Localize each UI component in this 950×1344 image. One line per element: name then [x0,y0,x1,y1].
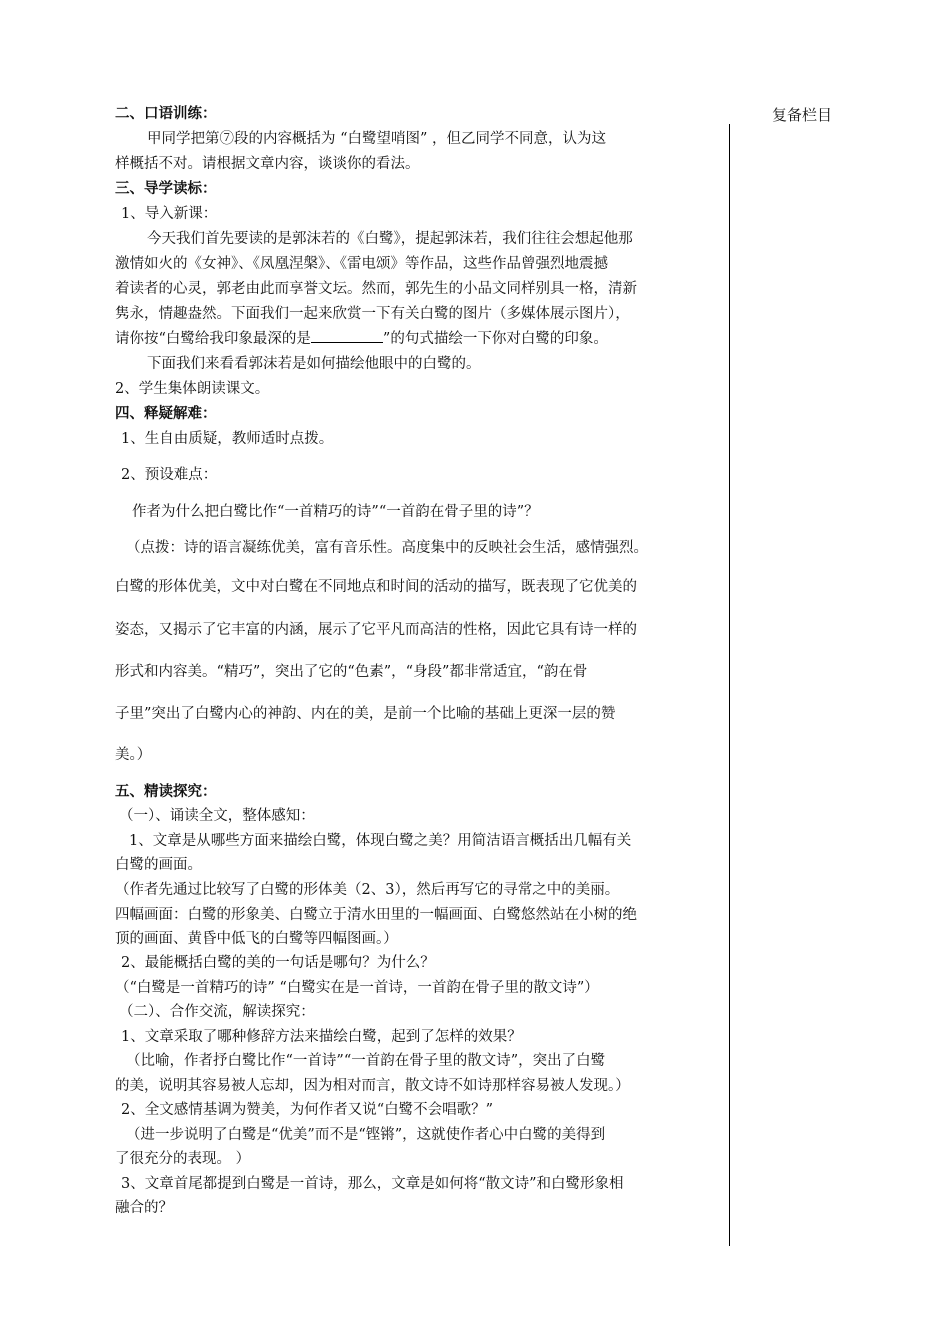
paragraph-line: 下面我们来看看郭沫若是如何描绘他眼中的白鹭的。 [147,356,481,372]
answer-line: （作者先通过比较写了白鹭的形体美（2、3），然后再写它的寻常之中的美丽。 [115,882,620,898]
question-line: 1、文章采取了哪种修辞方法来描绘白鹭，起到了怎样的效果？ [121,1029,522,1045]
question-line: 2、全文感情基调为赞美，为何作者又说“白鹭不会唱歌？” [121,1102,494,1118]
subsection-heading: （一）、诵读全文，整体感知： [119,808,315,824]
paragraph-line: 激情如火的《女神》、《凤凰涅槃》、《雷电颂》等作品，这些作品曾强烈地震撼 [115,256,608,272]
answer-line: （进一步说明了白鹭是“优美”而不是“铿锵”，这就使作者心中白鹭的美得到 [126,1127,606,1143]
answer-line: （比喻，作者抒白鹭比作“一首诗”“一首韵在骨子里的散文诗”，突出了白鹭 [126,1053,606,1069]
answer-line: 的美，说明其容易被人忘却，因为相对而言，散文诗不如诗那样容易被人发现。） [115,1078,630,1094]
answer-line: 形式和内容美。“精巧”，突出了它的“色素”，“身段”都非常适宜，“韵在骨 [115,664,588,680]
answer-line: （“白鹭是一首精巧的诗” “白鹭实在是一首诗，一首韵在骨子里的散文诗”） [115,980,599,996]
list-item: 1、生自由质疑，教师适时点拨。 [121,431,334,447]
section-heading-5: 五、精读探究： [115,784,217,800]
answer-line: 顶的画面、黄昏中低飞的白鹭等四幅图画。） [115,931,398,947]
paragraph-line: 今天我们首先要读的是郭沫若的《白鹭》，提起郭沫若，我们往往会想起他那 [147,231,633,247]
paragraph-line [115,327,608,348]
section-heading-2: 二、口语训练： [115,106,217,122]
answer-line: 了很充分的表现。 ） [115,1151,251,1167]
question-line: 融合的？ [115,1200,173,1216]
answer-line: 子里”突出了白鹭内心的神韵、内在的美，是前一个比喻的基础上更深一层的赞 [115,706,616,722]
column-divider [729,124,730,1246]
fill-in-blank [311,328,383,343]
section-heading-3: 三、导学读标： [115,181,217,197]
answer-line: 姿态，又揭示了它丰富的内涵，展示了它平凡而高洁的性格，因此它具有诗一样的 [115,622,637,638]
answer-line: 四幅画面：白鹭的形象美、白鹭立于清水田里的一幅画面、白鹭悠然站在小树的绝 [115,907,637,923]
question-line: 3、文章首尾都提到白鹭是一首诗，那么，文章是如何将“散文诗”和白鹭形象相 [121,1176,624,1192]
paragraph-line: 样概括不对。请根据文章内容，谈谈你的看法。 [115,156,420,172]
question-line: 作者为什么把白鹭比作“一首精巧的诗”“一首韵在骨子里的诗”？ [132,504,539,520]
list-item: 1、导入新课： [121,206,218,222]
answer-line: 美。） [115,747,152,763]
paragraph-line: 甲同学把第⑦段的内容概括为 “白鹭望哨图” ，但乙同学不同意，认为这 [147,131,607,147]
paragraph-line: 着读者的心灵，郭老由此而享誉文坛。然而，郭先生的小品文同样别具一格，清新 [115,281,637,297]
list-item: 2、学生集体朗读课文。 [115,381,270,397]
paragraph-line: 隽永，情趣盎然。下面我们一起来欣赏一下有关白鹭的图片（多媒体展示图片）， [115,306,630,322]
answer-line: 白鹭的形体优美，文中对白鹭在不同地点和时间的活动的描写，既表现了它优美的 [115,579,637,595]
list-item: 2、预设难点： [121,467,218,483]
question-line: 1、文章是从哪些方面来描绘白鹭，体现白鹭之美？用简洁语言概括出几幅有关 [129,833,632,849]
question-line: 2、最能概括白鹭的美的一句话是哪句？为什么？ [121,955,435,971]
subsection-heading: （二）、合作交流，解读探究： [119,1004,315,1020]
sentence-prompt-start: 请你按“白鹭给我印象最深的是 [115,331,311,347]
answer-line: （点拨：诗的语言凝练优美，富有音乐性。高度集中的反映社会生活，感情强烈。 [126,540,648,556]
question-line: 白鹭的画面。 [115,857,202,873]
sidebar-title: 复备栏目 [772,106,833,124]
sentence-prompt-end: ”的句式描绘一下你对白鹭的印象。 [382,331,608,347]
section-heading-4: 四、释疑解难： [115,406,217,422]
